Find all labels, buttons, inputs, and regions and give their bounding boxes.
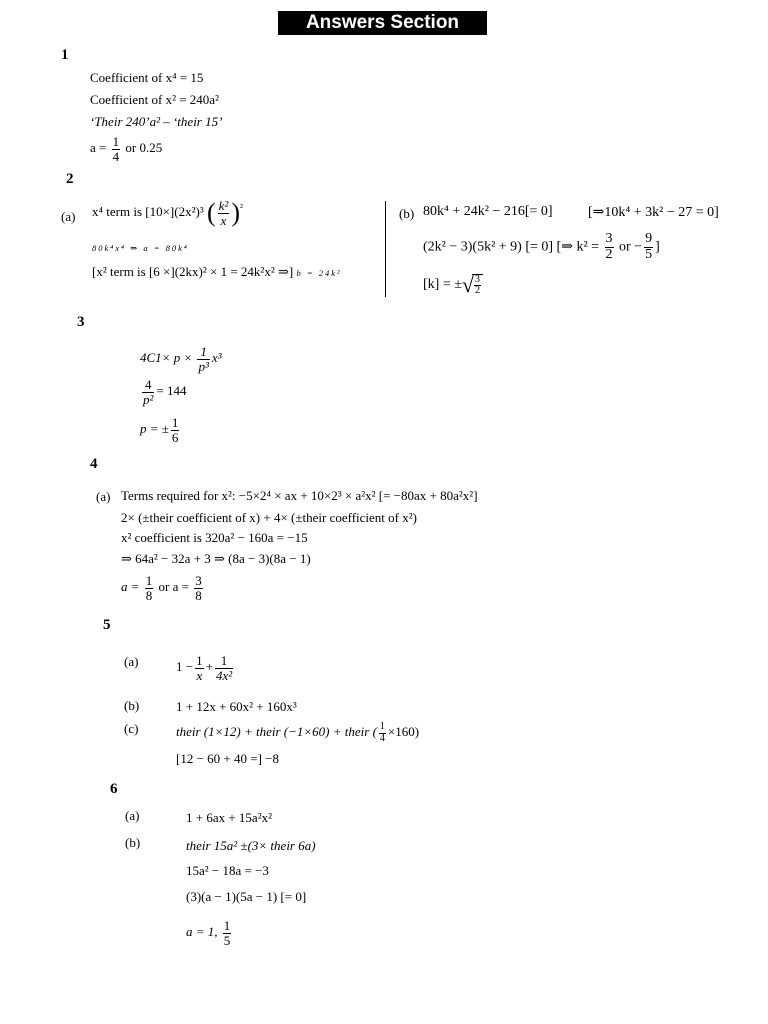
q5-a-expression: [176, 654, 235, 682]
q5-a-fraction-2-den: 4x²: [215, 667, 233, 683]
q3-line-1: [140, 345, 222, 373]
q2-part-a-label: (a): [61, 209, 76, 224]
q1-fraction-num: 1: [112, 134, 120, 149]
q5-a-plus: +: [205, 659, 213, 675]
q6-part-b-label: (b): [125, 835, 141, 850]
q2-a-b-value: b = 24k²: [296, 268, 342, 278]
q2-b-root-den: 2: [474, 285, 480, 296]
q4-fraction-1-den: 8: [145, 587, 153, 603]
q2-a-open-paren: (: [206, 198, 216, 227]
q6-a-expression: 1 + 6ax + 15a²x²: [186, 810, 272, 825]
q5-a-fraction-2-num: 1: [215, 654, 233, 669]
question-4-number: 4: [90, 456, 98, 472]
q2-a-term-expression: x⁴ term is [10×](2x²)³: [92, 203, 204, 219]
q2-a-line-3: [92, 264, 342, 280]
q5-c-products: their (1×12) + their (−1×60) + their (: [176, 723, 377, 739]
q2-b-or: or −: [619, 239, 643, 255]
column-divider: [385, 201, 386, 297]
q5-c-line-2: [12 − 60 + 40 =] −8: [176, 751, 279, 766]
sqrt-icon: √ $\frac{3}{2}$: [462, 272, 483, 298]
q2-b-factorisation: (2k² − 3)(5k² + 9) [= 0] [⇒ k² =: [423, 239, 600, 255]
q3-expression: 4C1× p ×: [140, 350, 193, 366]
q3-equals-144: = 144: [156, 383, 187, 399]
q2-a-line-2: 80k⁴x⁴ ⇒ a = 80k⁴: [92, 243, 189, 253]
q2-b-fraction-2-den: 5: [645, 246, 653, 262]
q1-alt-value: or 0.25: [125, 140, 163, 156]
question-3-number: 3: [77, 314, 85, 330]
q2-b-k-value: [k] = ±: [423, 277, 462, 293]
q5-part-a-label: (a): [124, 654, 139, 669]
q3-fraction-3-num: 1: [171, 415, 179, 430]
q2-a-fraction-den: x: [220, 212, 227, 228]
q2-a-fraction: [218, 199, 230, 227]
q3-p-equals: p = ±: [140, 421, 169, 437]
q5-c-fraction: [379, 722, 386, 744]
q3-fraction-1-den: p³: [198, 358, 209, 374]
q6-fraction: [223, 919, 232, 947]
q5-c-times-160: ×160): [387, 723, 420, 739]
q6-b-line-4: [186, 919, 233, 947]
q6-part-a-label: (a): [125, 808, 140, 823]
q4-part-a-label: (a): [96, 489, 111, 504]
q3-x-cubed: x³: [211, 350, 222, 366]
q6-fraction-den: 5: [223, 932, 231, 948]
q2-b-fraction-1-den: 2: [605, 246, 613, 262]
question-1-number: 1: [61, 47, 69, 63]
q6-fraction-num: 1: [223, 918, 231, 933]
q3-fraction-1: [197, 345, 209, 373]
q2-a-x2-term: [x² term is [6 ×](2kx)² × 1 = 24k²x² ⇒]: [92, 264, 294, 279]
q2-b-line-2: [423, 232, 660, 262]
q4-line-5: [121, 574, 205, 602]
q2-a-close-paren: ): [231, 198, 240, 227]
q4-fraction-2: [194, 574, 203, 602]
q1-line-3: ‘Their 240’a² – ‘their 15’: [90, 114, 223, 129]
q4-a-equals: a =: [121, 579, 140, 595]
q2-b-close-bracket: ]: [655, 239, 660, 255]
q1-fraction: [112, 135, 121, 163]
q5-c-fraction-den: 4: [379, 732, 385, 744]
q4-fraction-1-num: 1: [145, 573, 153, 588]
q5-b-expression: 1 + 12x + 60x² + 160x³: [176, 699, 297, 714]
question-6-number: 6: [110, 781, 118, 797]
q1-fraction-den: 4: [112, 148, 120, 164]
q2-part-b-label: (b): [399, 206, 415, 221]
q1-a-equals: a =: [90, 140, 107, 156]
q4-fraction-1: [145, 574, 154, 602]
q3-fraction-2-num: 4: [142, 378, 154, 393]
q4-line-4: ⇒ 64a² − 32a + 3 ⇒ (8a − 3)(8a − 1): [121, 551, 311, 566]
q4-fraction-2-den: 8: [195, 587, 202, 603]
q5-a-one-minus: 1 −: [176, 659, 194, 675]
q5-a-fraction-1-den: x: [196, 667, 203, 683]
q4-line-2: 2× (±their coefficient of x) + 4× (±their coefficient of x²): [121, 510, 417, 525]
q4-fraction-2-num: 3: [195, 573, 202, 588]
q5-c-line-1: [176, 722, 419, 744]
q4-or: or a =: [158, 579, 189, 595]
q2-b-fraction-2: [644, 232, 653, 262]
question-5-number: 5: [103, 617, 111, 633]
q6-b-line-2: 15a² − 18a = −3: [186, 863, 269, 878]
q1-line-2: Coefficient of x² = 240a²: [90, 92, 219, 107]
q5-part-c-label: (c): [124, 721, 139, 736]
q6-b-line-1: their 15a² ±(3× their 6a): [186, 838, 316, 853]
q5-a-fraction-1-num: 1: [196, 653, 203, 668]
q2-b-line-1: 80k⁴ + 24k² − 216[= 0]: [423, 204, 553, 219]
q1-line-1: Coefficient of x⁴ = 15: [90, 70, 204, 85]
q2-b-fraction-2-num: 9: [645, 231, 653, 246]
q5-a-fraction-2: [215, 654, 233, 682]
q3-line-3: [140, 416, 181, 444]
q2-b-fraction-1-num: 3: [605, 231, 613, 246]
q3-fraction-1-num: 1: [197, 345, 209, 360]
q1-line-4: [90, 135, 162, 163]
q6-a-values: a = 1,: [186, 924, 218, 940]
q5-a-fraction-1: [195, 654, 204, 682]
q3-fraction-2-den: p²: [143, 391, 154, 407]
page-title: Answers Section: [278, 11, 487, 35]
q3-fraction-3-den: 6: [171, 429, 179, 445]
q5-part-b-label: (b): [124, 698, 140, 713]
q3-fraction-2: [142, 378, 154, 406]
q6-b-line-3: (3)(a − 1)(5a − 1) [= 0]: [186, 889, 307, 904]
q5-c-fraction-num: 1: [379, 721, 385, 732]
question-2-number: 2: [66, 171, 74, 187]
q2-a-line-1: [92, 198, 243, 228]
q4-line-3: x² coefficient is 320a² − 160a = −15: [121, 530, 308, 545]
q2-b-line-3: [423, 272, 483, 298]
q4-line-1: Terms required for x²: −5×2⁴ × ax + 10×2³ × a²x² [= −80ax + 80a²x²]: [121, 488, 478, 503]
q2-a-fraction-num: k²: [218, 197, 229, 213]
q2-b-line-1-right: [⇒10k⁴ + 3k² − 27 = 0]: [588, 205, 719, 220]
q2-b-root-num: 3: [474, 273, 480, 285]
q3-line-2: [140, 378, 187, 406]
q2-b-root-fraction: [474, 275, 481, 297]
q3-fraction-3: [171, 416, 180, 444]
q2-a-exponent: ²: [239, 202, 243, 214]
q2-b-fraction-1: [605, 232, 614, 262]
